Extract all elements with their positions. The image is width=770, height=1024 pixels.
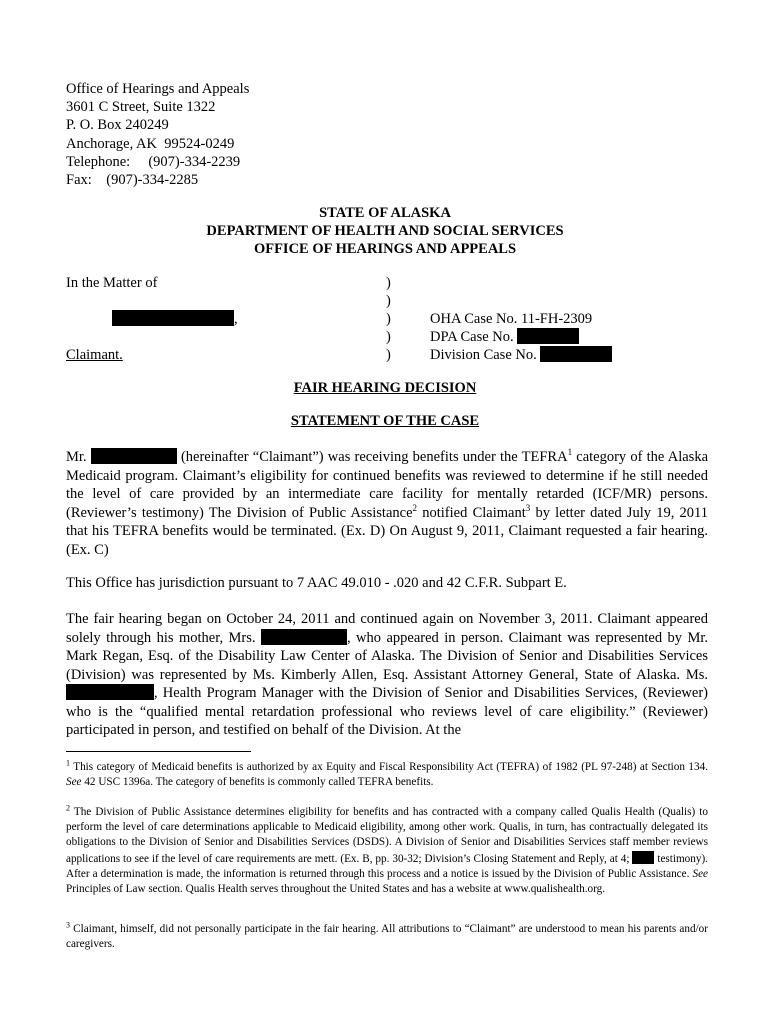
telephone: Telephone: (907)-334-2239	[66, 153, 241, 170]
redacted-claimant-name	[112, 310, 234, 326]
footnote-1: $^1$ This category of Medicaid benefits is authorized by ax Equity and Fiscal Responsibility Act (TEFRA) of 1982 (PL 97-248) at Section 134. See 42 USC 1396a. The category of benefits is commonly called TEFRA benefits.	[66, 758, 708, 789]
office-name: Office of Hearings and Appeals	[66, 81, 250, 97]
fair-hearing-decision-title: FAIR HEARING DECISION	[293, 380, 477, 396]
division-case-line	[430, 346, 612, 364]
caption-paren-3: )	[386, 311, 391, 327]
paragraph-case-background: Mr. (hereinafter “Claimant”) was receiving benefits under the TEFRA$^1$ category of the Alaska Medicaid program. Claimant’s eligibility for continued benefits was reviewed to determine if he still needed the level of care provided by an intermediate care facility for mentally retarded (ICF/MR) persons. (Reviewer’s testimony) The Division of Public Assistance$^2$ notified Claimant$^3$ by letter dated July 19, 2011 that his TEFRA benefits would be terminated. (Ex. D) On August 9, 2011, Claimant requested a fair hearing. (Ex. C)	[66, 447, 709, 558]
dpa-case-label: DPA Case No.	[430, 329, 514, 345]
redacted-mother-name	[261, 629, 347, 645]
office-address-block	[66, 80, 249, 189]
paragraph-hearing-participants: The fair hearing began on October 24, 2011 and continued again on November 3, 2011. Claimant appeared solely through his mother, Mrs. , who appeared in person. Claimant was represented by Mr. Mark Regan, Esq. of the Disability Law Center of Alaska. The Division of Senior and Disabilities Services (Division) was represented by Ms. Kimberly Allen, Esq. Assistant Attorney General, State of Alaska. Ms. , Health Program Manager with the Division of Senior and Disabilities Services, (Reviewer) who is the “qualified mental retardation professional who reviews level of care eligibility.” (Reviewer) participated in person, and testified on behalf of the Division. At the	[66, 611, 708, 738]
fax: Fax: (907)-334-2285	[66, 172, 199, 189]
claimant-label: Claimant.	[66, 347, 123, 363]
redacted-reviewer-name	[66, 684, 154, 700]
redacted-dpa-case-number	[517, 328, 579, 344]
heading-state: STATE OF ALASKA	[319, 205, 451, 221]
footnote-separator	[66, 751, 251, 752]
document-heading	[0, 204, 770, 258]
redacted-division-case-number	[540, 346, 612, 362]
caption-paren-1: )	[386, 275, 391, 291]
footnote-ref-2: 2	[412, 502, 418, 513]
city-state-zip: Anchorage, AK 99524-0249	[66, 135, 235, 152]
heading-office: OFFICE OF HEARINGS AND APPEALS	[253, 241, 517, 257]
footnote-ref-3: 3	[525, 502, 531, 513]
footnote-ref-1: 1	[567, 447, 573, 458]
po-box: P. O. Box 240249	[66, 117, 169, 134]
division-case-label: Division Case No.	[430, 347, 537, 363]
redacted-name	[91, 448, 177, 464]
footnote-2: $^2$ The Division of Public Assistance determines eligibility for benefits and has contracted with a company called Qualis Health (Qualis) to perform the level of care determinations applicable to Medicaid eligibility, among other work. Qualis, in turn, has contractually delegated its obligations to the Division of Senior and Disabilities Services (DSDS). A Division of Senior and Disabilities Services staff member reviews applications to see if the level of care requirements are mett. (Ex. B, pp. 30-32; Division’s Closing Statement and Reply, at 4; testimony). After a determination is made, the information is returned through this process and a notice is issued by the Division of Public Assistance. See Principles of Law section. Qualis Health serves throughout the United States and has a website at www.qualishealth.org.	[66, 803, 708, 896]
in-the-matter-of: In the Matter of	[66, 275, 158, 291]
caption-paren-5: )	[386, 347, 391, 363]
caption-paren-4: )	[386, 329, 391, 345]
heading-department: DEPARTMENT OF HEALTH AND SOCIAL SERVICES	[206, 223, 564, 239]
dpa-case-line	[430, 328, 579, 346]
caption-paren-2: )	[386, 293, 391, 309]
statement-of-case-title: STATEMENT OF THE CASE	[290, 413, 480, 429]
caption-comma: ,	[234, 311, 238, 327]
claimant-name-line	[112, 310, 238, 328]
paragraph-jurisdiction: This Office has jurisdiction pursuant to 7 AAC 49.010 - .020 and 42 C.F.R. Subpart E.	[66, 575, 567, 591]
case-caption	[66, 274, 706, 366]
street-address: 3601 C Street, Suite 1322	[66, 99, 216, 116]
redacted-reviewer-initial	[632, 851, 654, 864]
footnote-3: $^3$ Claimant, himself, did not personally participate in the fair hearing. All attributions to “Claimant” are understood to mean his parents and/or caregivers.	[66, 920, 708, 951]
oha-case-number: OHA Case No. 11-FH-2309	[430, 311, 593, 327]
